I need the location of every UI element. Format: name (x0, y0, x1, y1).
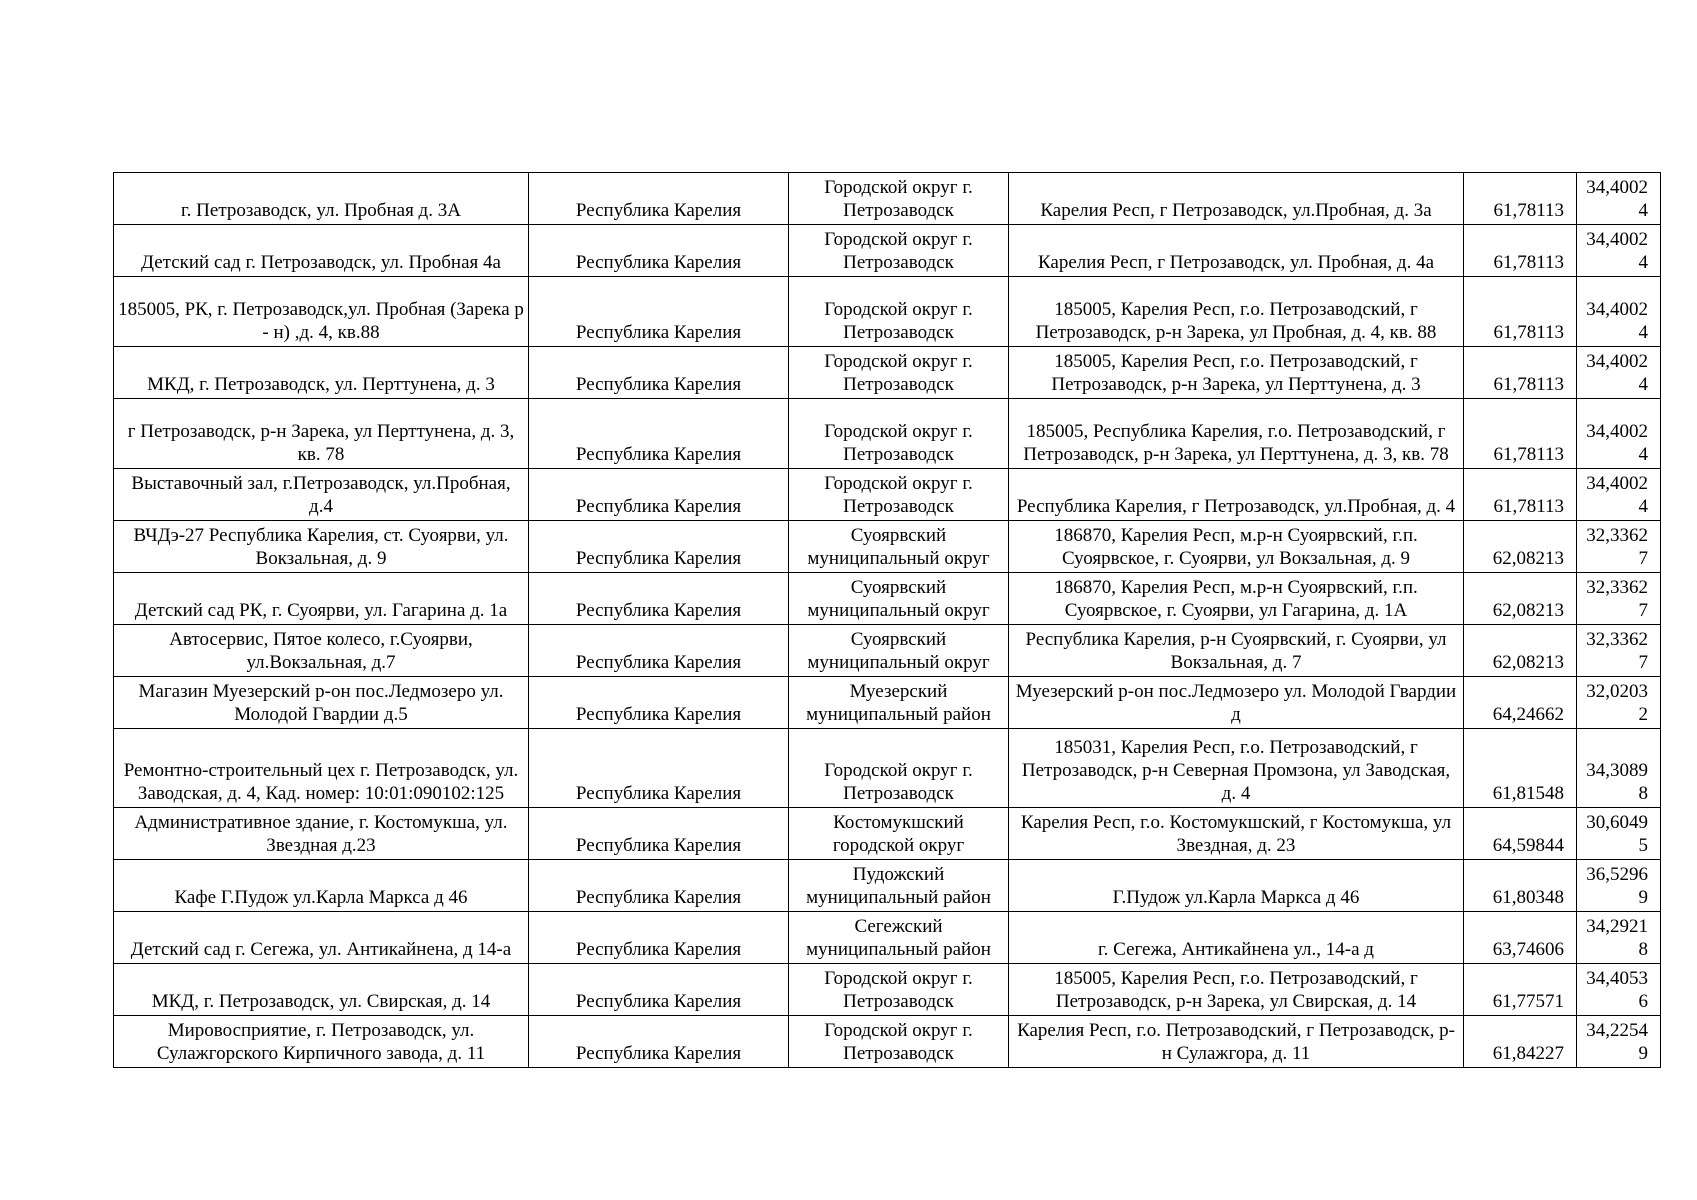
region-cell: Республика Карелия (529, 399, 789, 469)
table-row (114, 912, 1661, 964)
object-name-cell: МКД, г. Петрозаводск, ул. Свирская, д. 14 (114, 964, 529, 1016)
latitude-cell: 61,78113 (1464, 399, 1577, 469)
district-cell: Городской округ г. Петрозаводск (789, 729, 1009, 808)
region-cell: Республика Карелия (529, 573, 789, 625)
address-cell: Республика Карелия, р-н Суоярвский, г. Суоярви, ул Вокзальная, д. 7 (1009, 625, 1464, 677)
table-row (114, 964, 1661, 1016)
longitude-cell: 34,29218 (1577, 912, 1661, 964)
latitude-cell: 63,74606 (1464, 912, 1577, 964)
object-name-cell: Детский сад РК, г. Суоярви, ул. Гагарина д. 1а (114, 573, 529, 625)
table-row (114, 521, 1661, 573)
address-cell: Карелия Респ, г.о. Петрозаводский, г Петрозаводск, р-н Сулажгора, д. 11 (1009, 1016, 1464, 1068)
region-cell: Республика Карелия (529, 521, 789, 573)
object-name-cell: Детский сад г. Сегежа, ул. Антикайнена, д 14-а (114, 912, 529, 964)
table-row (114, 173, 1661, 225)
longitude-cell: 30,60495 (1577, 808, 1661, 860)
district-cell: Городской округ г. Петрозаводск (789, 399, 1009, 469)
region-cell: Республика Карелия (529, 347, 789, 399)
objects-table (113, 172, 1661, 1068)
document-page (113, 172, 1660, 1068)
object-name-cell: Кафе Г.Пудож ул.Карла Маркса д 46 (114, 860, 529, 912)
latitude-cell: 61,78113 (1464, 173, 1577, 225)
address-cell: Муезерский р-он пос.Ледмозеро ул. Молодой Гвардии д (1009, 677, 1464, 729)
table-row (114, 729, 1661, 808)
address-cell: 186870, Карелия Респ, м.р-н Суоярвский, г.п. Суоярвское, г. Суоярви, ул Вокзальная, д. 9 (1009, 521, 1464, 573)
table-row (114, 347, 1661, 399)
latitude-cell: 61,84227 (1464, 1016, 1577, 1068)
latitude-cell: 64,59844 (1464, 808, 1577, 860)
region-cell: Республика Карелия (529, 729, 789, 808)
region-cell: Республика Карелия (529, 625, 789, 677)
region-cell: Республика Карелия (529, 225, 789, 277)
longitude-cell: 32,02032 (1577, 677, 1661, 729)
longitude-cell: 34,22549 (1577, 1016, 1661, 1068)
table-body (114, 173, 1661, 1068)
latitude-cell: 61,77571 (1464, 964, 1577, 1016)
region-cell: Республика Карелия (529, 964, 789, 1016)
region-cell: Республика Карелия (529, 1016, 789, 1068)
region-cell: Республика Карелия (529, 277, 789, 347)
table-row (114, 625, 1661, 677)
region-cell: Республика Карелия (529, 173, 789, 225)
district-cell: Городской округ г. Петрозаводск (789, 277, 1009, 347)
object-name-cell: г Петрозаводск, р-н Зарека, ул Перттунена, д. 3, кв. 78 (114, 399, 529, 469)
address-cell: 185005, Карелия Респ, г.о. Петрозаводский, г Петрозаводск, р-н Зарека, ул Свирская, д. 14 (1009, 964, 1464, 1016)
district-cell: Городской округ г. Петрозаводск (789, 347, 1009, 399)
longitude-cell: 34,40024 (1577, 399, 1661, 469)
table-row (114, 399, 1661, 469)
longitude-cell: 32,33627 (1577, 573, 1661, 625)
latitude-cell: 61,80348 (1464, 860, 1577, 912)
table-row (114, 469, 1661, 521)
address-cell: Г.Пудож ул.Карла Маркса д 46 (1009, 860, 1464, 912)
address-cell: Республика Карелия, г Петрозаводск, ул.Пробная, д. 4 (1009, 469, 1464, 521)
object-name-cell: Мировосприятие, г. Петрозаводск, ул. Сулажгорского Кирпичного завода, д. 11 (114, 1016, 529, 1068)
latitude-cell: 61,78113 (1464, 277, 1577, 347)
district-cell: Пудожский муниципальный район (789, 860, 1009, 912)
object-name-cell: г. Петрозаводск, ул. Пробная д. 3А (114, 173, 529, 225)
longitude-cell: 36,52969 (1577, 860, 1661, 912)
table-row (114, 573, 1661, 625)
latitude-cell: 64,24662 (1464, 677, 1577, 729)
table-row (114, 1016, 1661, 1068)
object-name-cell: ВЧДэ-27 Республика Карелия, ст. Суоярви, ул. Вокзальная, д. 9 (114, 521, 529, 573)
district-cell: Суоярвский муниципальный округ (789, 521, 1009, 573)
latitude-cell: 61,81548 (1464, 729, 1577, 808)
latitude-cell: 62,08213 (1464, 521, 1577, 573)
object-name-cell: Автосервис, Пятое колесо, г.Суоярви, ул.Вокзальная, д.7 (114, 625, 529, 677)
latitude-cell: 62,08213 (1464, 573, 1577, 625)
district-cell: Суоярвский муниципальный округ (789, 625, 1009, 677)
latitude-cell: 61,78113 (1464, 469, 1577, 521)
longitude-cell: 34,40024 (1577, 347, 1661, 399)
district-cell: Городской округ г. Петрозаводск (789, 173, 1009, 225)
region-cell: Республика Карелия (529, 860, 789, 912)
address-cell: 185005, Карелия Респ, г.о. Петрозаводский, г Петрозаводск, р-н Зарека, ул Перттунена, д. 3 (1009, 347, 1464, 399)
region-cell: Республика Карелия (529, 469, 789, 521)
longitude-cell: 34,30898 (1577, 729, 1661, 808)
latitude-cell: 62,08213 (1464, 625, 1577, 677)
district-cell: Муезерский муниципальный район (789, 677, 1009, 729)
object-name-cell: Административное здание, г. Костомукша, ул. Звездная д.23 (114, 808, 529, 860)
table-row (114, 860, 1661, 912)
district-cell: Суоярвский муниципальный округ (789, 573, 1009, 625)
object-name-cell: Магазин Муезерский р-он пос.Ледмозеро ул. Молодой Гвардии д.5 (114, 677, 529, 729)
address-cell: Карелия Респ, г.о. Костомукшский, г Костомукша, ул Звездная, д. 23 (1009, 808, 1464, 860)
latitude-cell: 61,78113 (1464, 347, 1577, 399)
region-cell: Республика Карелия (529, 677, 789, 729)
region-cell: Республика Карелия (529, 808, 789, 860)
object-name-cell: Детский сад г. Петрозаводск, ул. Пробная 4а (114, 225, 529, 277)
longitude-cell: 34,40024 (1577, 225, 1661, 277)
address-cell: Карелия Респ, г Петрозаводск, ул.Пробная, д. 3а (1009, 173, 1464, 225)
table-row (114, 225, 1661, 277)
longitude-cell: 32,33627 (1577, 625, 1661, 677)
district-cell: Сегежский муниципальный район (789, 912, 1009, 964)
object-name-cell: 185005, РК, г. Петрозаводск,ул. Пробная (Зарека р - н) ,д. 4, кв.88 (114, 277, 529, 347)
address-cell: г. Сегежа, Антикайнена ул., 14-а д (1009, 912, 1464, 964)
district-cell: Городской округ г. Петрозаводск (789, 964, 1009, 1016)
latitude-cell: 61,78113 (1464, 225, 1577, 277)
region-cell: Республика Карелия (529, 912, 789, 964)
longitude-cell: 34,40024 (1577, 469, 1661, 521)
table-row (114, 677, 1661, 729)
address-cell: 186870, Карелия Респ, м.р-н Суоярвский, г.п. Суоярвское, г. Суоярви, ул Гагарина, д. 1А (1009, 573, 1464, 625)
address-cell: 185005, Республика Карелия, г.о. Петрозаводский, г Петрозаводск, р-н Зарека, ул Перттунена, д. 3, кв. 78 (1009, 399, 1464, 469)
object-name-cell: МКД, г. Петрозаводск, ул. Перттунена, д. 3 (114, 347, 529, 399)
table-row (114, 808, 1661, 860)
table-row (114, 277, 1661, 347)
object-name-cell: Выставочный зал, г.Петрозаводск, ул.Пробная, д.4 (114, 469, 529, 521)
longitude-cell: 34,40024 (1577, 277, 1661, 347)
address-cell: Карелия Респ, г Петрозаводск, ул. Пробная, д. 4а (1009, 225, 1464, 277)
address-cell: 185005, Карелия Респ, г.о. Петрозаводский, г Петрозаводск, р-н Зарека, ул Пробная, д. 4, кв. 88 (1009, 277, 1464, 347)
district-cell: Городской округ г. Петрозаводск (789, 1016, 1009, 1068)
district-cell: Костомукшский городской округ (789, 808, 1009, 860)
longitude-cell: 32,33627 (1577, 521, 1661, 573)
district-cell: Городской округ г. Петрозаводск (789, 225, 1009, 277)
longitude-cell: 34,40024 (1577, 173, 1661, 225)
longitude-cell: 34,40536 (1577, 964, 1661, 1016)
address-cell: 185031, Карелия Респ, г.о. Петрозаводский, г Петрозаводск, р-н Северная Промзона, ул Заводская, д. 4 (1009, 729, 1464, 808)
object-name-cell: Ремонтно-строительный цех г. Петрозаводск, ул. Заводская, д. 4, Кад. номер: 10:01:090102:125 (114, 729, 529, 808)
district-cell: Городской округ г. Петрозаводск (789, 469, 1009, 521)
